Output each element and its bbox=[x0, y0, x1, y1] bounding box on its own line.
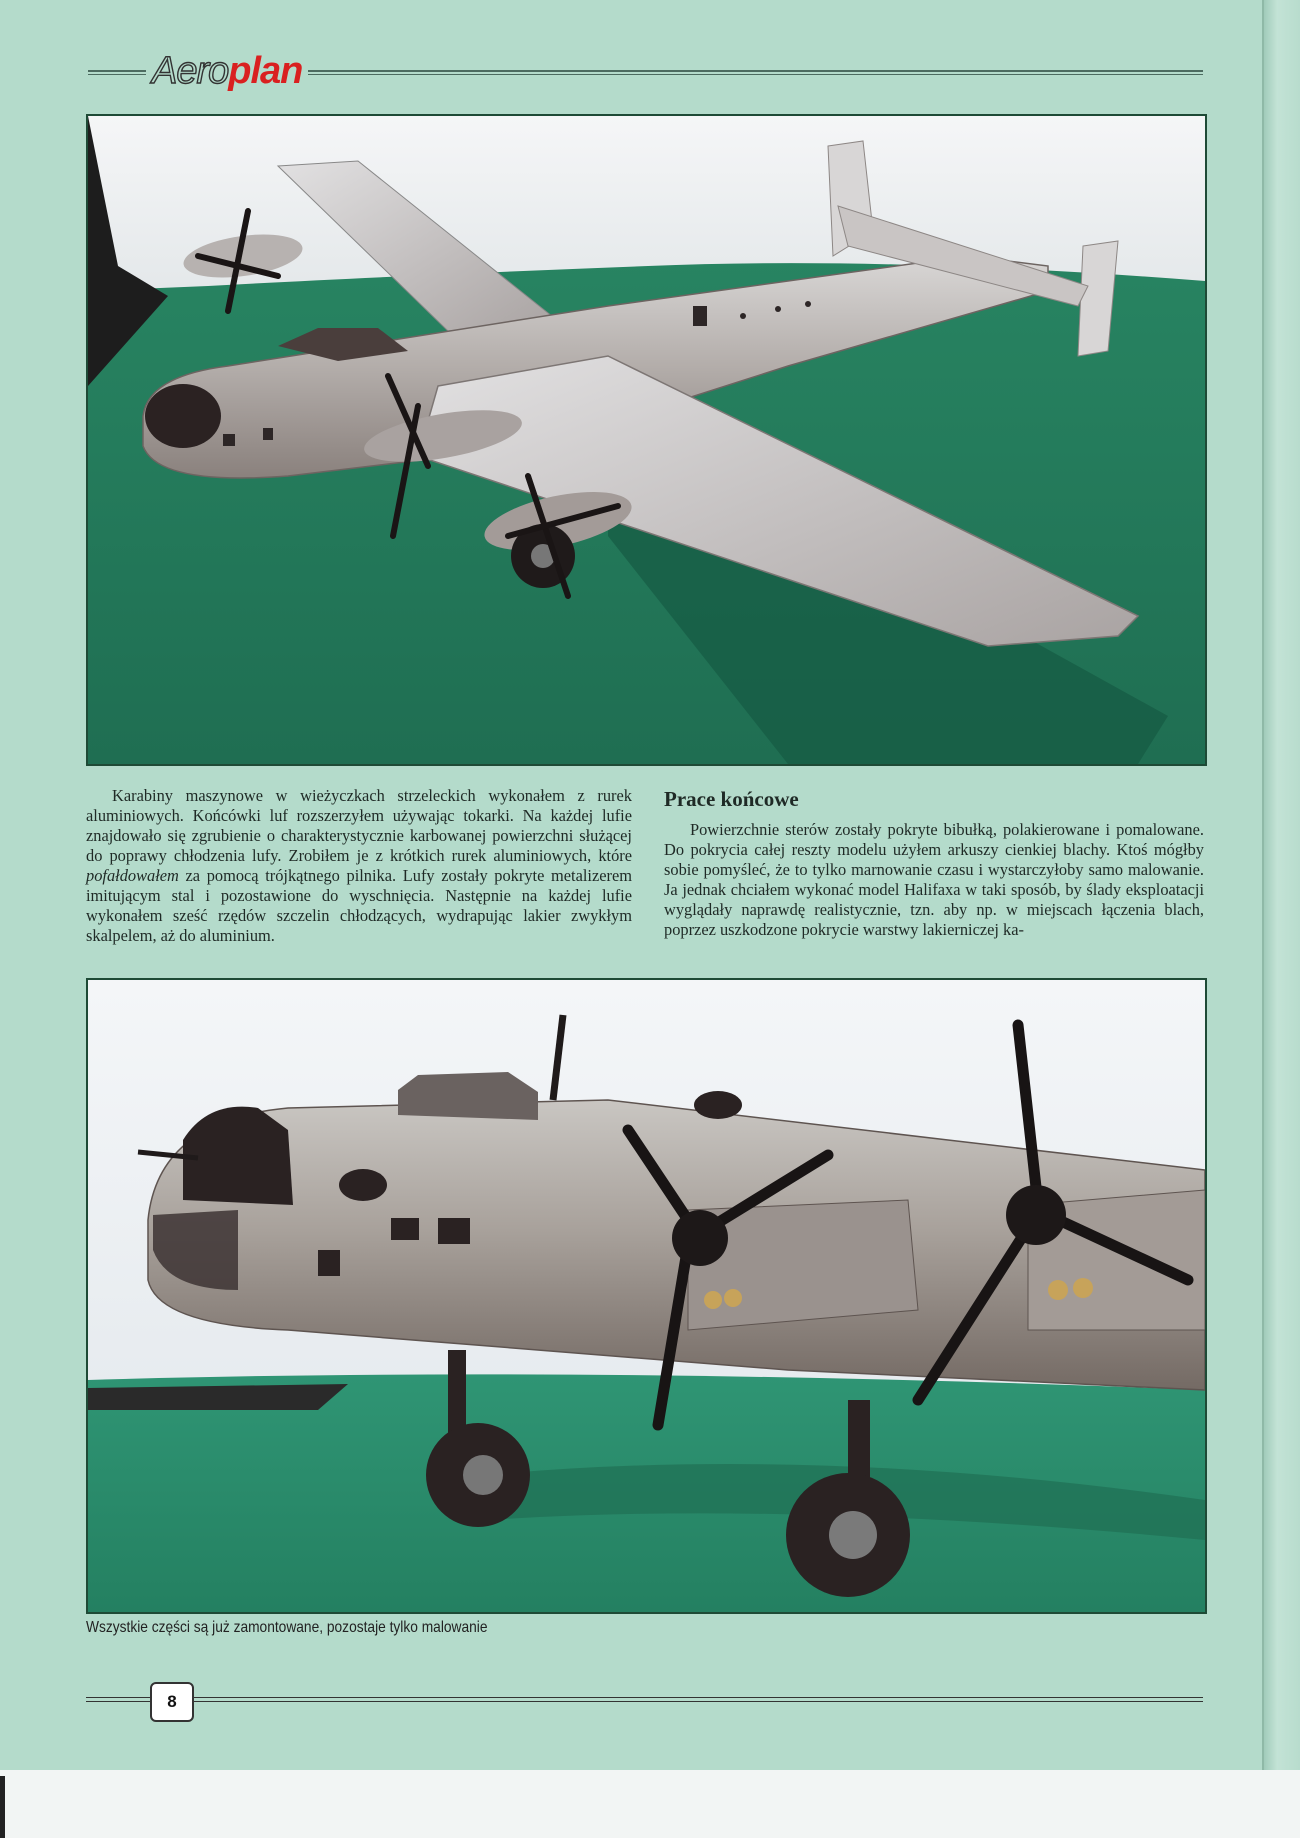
article-left-column bbox=[86, 786, 632, 946]
magazine-logo bbox=[146, 50, 308, 92]
article-right-column bbox=[664, 786, 1204, 940]
logo-part-aero: Aero bbox=[152, 50, 229, 92]
left-column-italic-word: pofałdowałem bbox=[86, 866, 179, 885]
page-spine bbox=[1262, 0, 1300, 1770]
aircraft-photo-front-image bbox=[88, 980, 1205, 1612]
left-column-text-1: Karabiny maszynowe w wieżyczkach strzeleckich wykonałem z rurek aluminiowych. Końcówki luf rozszerzyłem używając tokarki. Na każdej lufie znajdowało się zgrubienie o charakterystycznie karbowanej powierzchni służącej do poprawy chłodzenia lufy. Zrobiłem je z krótkich rurek aluminiowych, które bbox=[86, 786, 632, 865]
photo-caption: Wszystkie części są już zamontowane, pozostaje tylko malowanie bbox=[86, 1619, 488, 1636]
footer-rule bbox=[86, 1697, 1203, 1698]
logo-part-plan: plan bbox=[228, 50, 303, 92]
aircraft-photo-top bbox=[86, 114, 1207, 766]
left-column-text-2: za pomocą trójkątnego pilnika. Lufy zostały pokryte metalizerem imitującym stal i pozostawione do wyschnięcia. Następnie na każdej lufie wykonałem sześć rzędów szczelin chłodzących, wydrapując lakier zwykłym skalpelem, aż do aluminium. bbox=[86, 866, 632, 945]
aircraft-photo-front bbox=[86, 978, 1207, 1614]
aircraft-photo-top-image bbox=[88, 116, 1205, 764]
page-fold bbox=[1262, 0, 1264, 1770]
right-column-text: Powierzchnie sterów zostały pokryte bibułką, polakierowane i pomalowane. Do pokrycia całej reszty modelu użyłem arkuszy cienkiej blachy. Ktoś mógłby sobie pomyśleć, że to tylko marnowanie czasu i wystarczyłoby samo malowanie. Ja jednak chciałem wykonać model Halifaxa w taki sposób, by ślady eksploatacji wyglądały naprawdę realistycznie, tzn. aby np. w miejscach łączenia blach, poprzez uszkodzone pokrycie warstwy lakierniczej ka- bbox=[664, 820, 1204, 939]
scan-edge bbox=[0, 1776, 5, 1838]
footer-rule-secondary bbox=[86, 1701, 1203, 1702]
section-heading: Prace końcowe bbox=[664, 787, 799, 811]
page-number: 8 bbox=[150, 1682, 194, 1722]
